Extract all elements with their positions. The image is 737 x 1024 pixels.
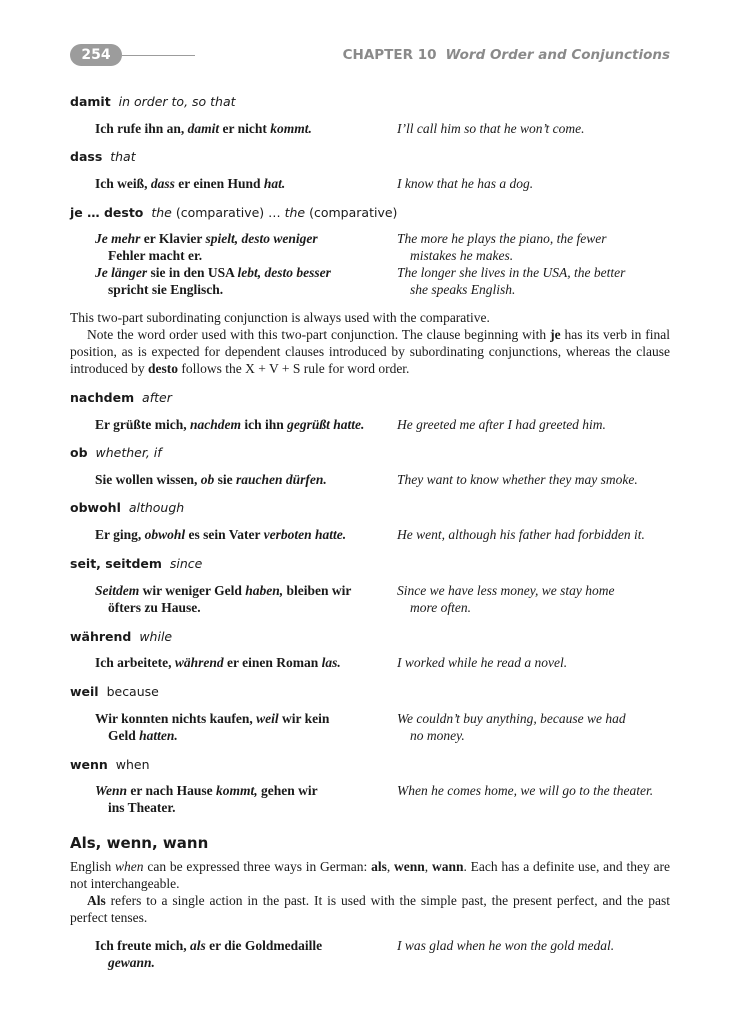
entry-heading (70, 629, 172, 644)
german-example (95, 782, 385, 816)
english-line-cont: no money. (410, 728, 465, 743)
german-line-cont: ins Theater. (108, 800, 176, 815)
chapter-label: CHAPTER 10 (342, 47, 437, 63)
german-example: Er ging, obwohl es sein Vater verboten hatte. (95, 527, 347, 542)
italic-text: hatten. (139, 728, 178, 743)
german-line-cont: Fehler macht er. (108, 248, 203, 263)
english-translation: I’ll call him so that he won’t come. (397, 121, 585, 136)
chapter-title: Word Order and Conjunctions (445, 47, 670, 63)
english-line-cont: more often. (410, 600, 471, 615)
explanation-paragraph: This two-part subordinating conjunction is always used with the comparative. (70, 310, 490, 325)
entry-heading (70, 205, 397, 220)
conjunction: dass (70, 149, 103, 164)
german-line: Je mehr er Klavier spielt, desto weniger (95, 231, 318, 246)
english-translation (397, 710, 682, 744)
english-translation (397, 230, 682, 264)
italic-text: nachdem (190, 417, 242, 432)
italic-text: when (115, 859, 144, 874)
explanation-paragraph: Als refers to a single action in the past. It is used with the simple past, the present perfect, and the past perfect tenses. (70, 893, 670, 925)
bold-text: wann (431, 859, 464, 874)
italic-text: gewann. (108, 955, 155, 970)
italic-text: Je mehr (95, 231, 141, 246)
gloss: although (128, 500, 185, 515)
italic-text: gegrüßt hatte. (287, 417, 365, 432)
italic-text: als (189, 938, 206, 953)
italic-text: rauchen dürfen. (236, 472, 327, 487)
gloss: the (comparative) … the (comparative) (151, 205, 398, 220)
gloss: when (115, 757, 150, 772)
italic-text: lebt, desto besser (237, 265, 331, 280)
german-example: Er grüßte mich, nachdem ich ihn gegrüßt hatte. (95, 417, 365, 432)
bold-text: als (371, 859, 387, 874)
italic-text: dass (150, 176, 175, 191)
italic-text: weil (256, 711, 279, 726)
italic-text: hat. (263, 176, 286, 191)
conjunction: seit, seitdem (70, 556, 162, 571)
entry-heading (70, 757, 150, 772)
english-line-cont: she speaks English. (410, 282, 516, 297)
italic-text: während (174, 655, 224, 670)
english-translation: He greeted me after I had greeted him. (397, 417, 606, 432)
german-line-cont (95, 954, 385, 971)
english-translation (397, 264, 682, 298)
page-number-pill: 254 (70, 44, 122, 66)
explanation-paragraph: Note the word order used with this two-part conjunction. The clause beginning with je has its verb in final position, as is expected for dependent clauses introduced by subordinating conjunctions, whereas the clause introduced by desto follows the X + V + S rule for word order. (70, 327, 670, 376)
entry-heading (70, 445, 162, 460)
german-line: Ich freute mich, als er die Goldmedaille (95, 938, 323, 953)
gloss: in order to, so that (118, 94, 236, 109)
header-rule (122, 55, 195, 56)
conjunction: je … desto (70, 205, 144, 220)
gloss: because (106, 684, 159, 699)
german-line: Je länger sie in den USA lebt, desto besser (95, 265, 331, 280)
english-line: We couldn’t buy anything, because we had (397, 711, 626, 726)
italic-text: obwohl (144, 527, 186, 542)
german-line: Seitdem wir weniger Geld haben, bleiben wir (95, 583, 352, 598)
english-translation (397, 582, 682, 616)
entry-heading (70, 684, 159, 699)
german-example: Ich arbeitete, während er einen Roman las. (95, 655, 341, 670)
explanation-paragraph: English when can be expressed three ways in German: als, wenn, wann. Each has a definite use, and they are not interchangeable. (70, 859, 670, 891)
conjunction: wenn (70, 757, 108, 772)
bold-text: desto (147, 361, 178, 376)
conjunction: obwohl (70, 500, 121, 515)
entry-heading (70, 94, 236, 109)
german-line-cont: öfters zu Hause. (108, 600, 201, 615)
english-line: The more he plays the piano, the fewer (397, 231, 607, 246)
gloss: since (169, 556, 203, 571)
german-example (95, 582, 385, 616)
entry-heading (70, 149, 136, 164)
italic-text: haben, (245, 583, 284, 598)
english-translation: I know that he has a dog. (397, 176, 534, 191)
english-line-cont: mistakes he makes. (410, 248, 514, 263)
german-example (95, 937, 385, 971)
bold-text: wenn (394, 859, 425, 874)
german-example (95, 264, 385, 298)
german-example: Sie wollen wissen, ob sie rauchen dürfen. (95, 472, 327, 487)
conjunction: damit (70, 94, 111, 109)
english-line: Since we have less money, we stay home (397, 583, 615, 598)
entry-heading (70, 556, 202, 571)
english-translation: When he comes home, we will go to the theater. (397, 783, 654, 798)
italic-text: the (151, 205, 172, 220)
italic-text: kommt, (216, 783, 258, 798)
english-line: The longer she lives in the USA, the better (397, 265, 626, 280)
german-example: Ich weiß, dass er einen Hund hat. (95, 176, 286, 191)
conjunction: nachdem (70, 390, 135, 405)
gloss: whether, if (95, 445, 162, 460)
entry-heading (70, 500, 184, 515)
section-heading: Als, wenn, wann (70, 834, 209, 852)
italic-text: Wenn (95, 783, 128, 798)
italic-text: spielt, desto weniger (205, 231, 318, 246)
italic-text: Seitdem (95, 583, 140, 598)
bold-text: je (550, 327, 561, 342)
conjunction: ob (70, 445, 88, 460)
chapter-heading (343, 47, 670, 63)
english-translation: He went, although his father had forbidden it. (397, 527, 645, 542)
conjunction: weil (70, 684, 99, 699)
english-translation: They want to know whether they may smoke. (397, 472, 638, 487)
german-line-cont: Geld hatten. (108, 728, 178, 743)
german-line: Wir konnten nichts kaufen, weil wir kein (95, 711, 330, 726)
english-translation: I was glad when he won the gold medal. (397, 938, 615, 953)
german-example: Ich rufe ihn an, damit er nicht kommt. (95, 121, 312, 136)
italic-text: damit (187, 121, 220, 136)
gloss: while (139, 629, 173, 644)
italic-text: Je länger (95, 265, 148, 280)
conjunction: während (70, 629, 132, 644)
german-line-cont: spricht sie Englisch. (108, 282, 224, 297)
entry-heading (70, 390, 172, 405)
italic-text: las. (321, 655, 341, 670)
italic-text: verboten hatte. (263, 527, 347, 542)
german-example (95, 230, 385, 264)
gloss: that (110, 149, 136, 164)
italic-text: ob (200, 472, 215, 487)
gloss: after (142, 390, 172, 405)
italic-text: kommt. (270, 121, 312, 136)
german-line: Wenn er nach Hause kommt, gehen wir (95, 783, 318, 798)
bold-text: Als (87, 893, 106, 908)
italic-text: the (284, 205, 306, 220)
english-translation: I worked while he read a novel. (397, 655, 568, 670)
german-example (95, 710, 385, 744)
